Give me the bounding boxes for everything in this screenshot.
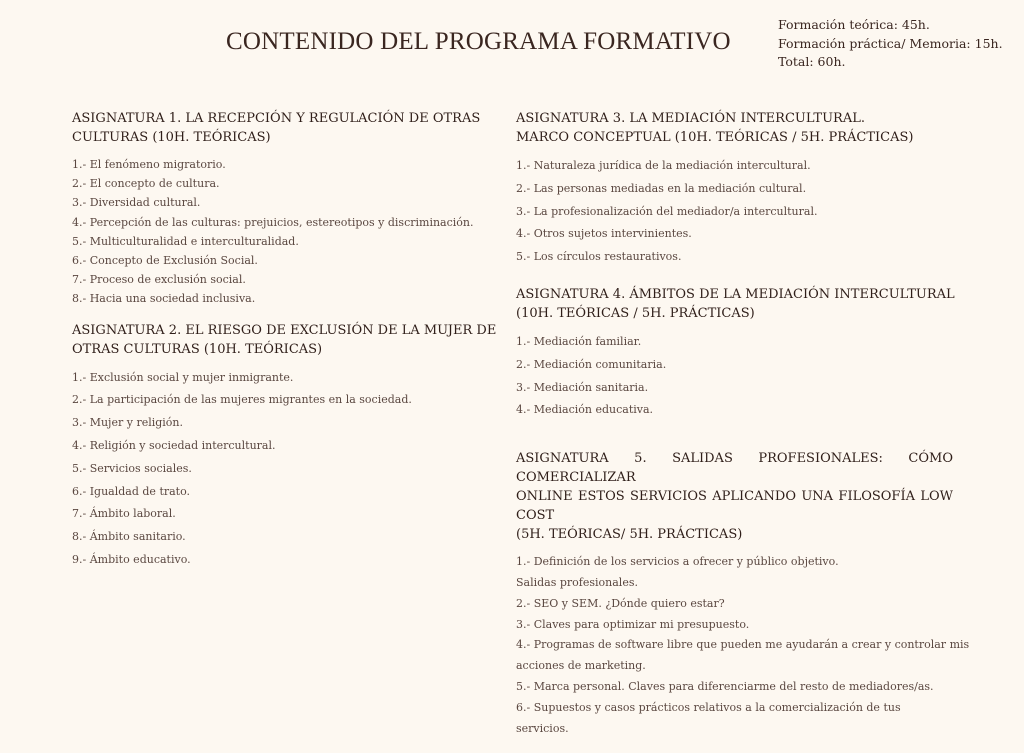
subject-3-topics [516,155,953,269]
practice-hours: Formación práctica/ Memoria: 15h. [778,35,1003,51]
list-item: 2.- La participación de las mujeres migrantes en la sociedad. [72,393,412,407]
subject-1-heading [72,109,481,147]
subject-2-heading [72,321,497,359]
list-item: servicios. [516,721,569,735]
heading-line: (10H. TEÓRICAS / 5H. PRÁCTICAS) [516,305,755,321]
list-item: 7.- Ámbito laboral. [72,507,176,521]
list-item: 2.- SEO y SEM. ¿Dónde quiero estar? [516,596,725,610]
list-item: 5.- Marca personal. Claves para diferenciarme del resto de mediadores/as. [516,679,934,693]
list-item: 3.- Claves para optimizar mi presupuesto. [516,617,750,631]
list-item: 3.- La profesionalización del mediador/a intercultural. [516,204,818,218]
list-item: 2.- Las personas mediadas en la mediación cultural. [516,181,807,195]
list-item: 1.- Exclusión social y mujer inmigrante. [72,370,294,384]
subject-2-topics [72,367,472,572]
subject-4-heading [516,285,953,323]
subject-5 [516,449,970,739]
list-item: 8.- Ámbito sanitario. [72,530,186,544]
list-item: 4.- Programas de software libre que pueden me ayudarán a crear y controlar mis [516,638,970,652]
subject-5-topics [516,552,970,739]
list-item: 4.- Religión y sociedad intercultural. [72,439,276,453]
list-item: 4.- Mediación educativa. [516,403,654,417]
subject-1 [72,109,481,309]
heading-line: ASIGNATURA 2. EL RIESGO DE EXCLUSIÓN DE LA MUJER DE [72,322,497,338]
left-column [72,109,497,586]
subject-3-heading [516,109,953,147]
theory-hours: Formación teórica: 45h. [778,17,930,32]
heading-line: OTRAS CULTURAS (10H. TEÓRICAS) [72,341,323,357]
list-item: 3.- Mujer y religión. [72,416,184,430]
subject-1-topics [72,155,472,309]
heading-line: CULTURAS (10H. TEÓRICAS) [72,130,271,145]
list-item: 3.- Diversidad cultural. [72,196,201,210]
hours-summary [778,16,1003,72]
subject-4-topics [516,331,953,422]
heading-line: ASIGNATURA 5. SALIDAS PROFESIONALES: CÓMO COMERCIALIZAR [516,451,953,486]
subject-2 [72,321,497,572]
total-hours: Total: 60h. [778,54,846,69]
page-title: CONTENIDO DEL PROGRAMA FORMATIVO [226,28,731,55]
subject-3 [516,109,953,269]
list-item: 3.- Mediación sanitaria. [516,380,649,394]
list-item: 8.- Hacia una sociedad inclusiva. [72,292,256,306]
list-item: 4.- Otros sujetos intervinientes. [516,227,692,241]
list-item: 4.- Percepción de las culturas: prejuicios, estereotipos y discriminación. [72,215,474,229]
heading-line: (5H. TEÓRICAS/ 5H. PRÁCTICAS) [516,527,743,543]
heading-line: ASIGNATURA 1. LA RECEPCIÓN Y REGULACIÓN DE OTRAS [72,111,481,126]
list-item: 5.- Servicios sociales. [72,461,192,475]
heading-line: ASIGNATURA 3. LA MEDIACIÓN INTERCULTURAL. [516,111,865,126]
list-item: 1.- El fenómeno migratorio. [72,158,226,171]
list-item: 6.- Igualdad de trato. [72,484,191,498]
list-item: 6.- Concepto de Exclusión Social. [72,254,258,268]
list-item: 1.- Mediación familiar. [516,334,642,348]
list-item: 5.- Multiculturalidad e interculturalidad. [72,234,299,248]
subject-5-heading [516,449,953,544]
list-item: 5.- Los círculos restaurativos. [516,250,682,264]
heading-line: MARCO CONCEPTUAL (10H. TEÓRICAS / 5H. PRÁCTICAS) [516,130,914,145]
subject-4 [516,285,953,422]
right-column [516,109,970,753]
list-item: Salidas profesionales. [516,575,638,589]
list-item: 2.- Mediación comunitaria. [516,357,667,371]
list-item: 2.- El concepto de cultura. [72,177,220,191]
list-item: 6.- Supuestos y casos prácticos relativos a la comercialización de tus [516,700,901,714]
list-item: 1.- Definición de los servicios a ofrecer y público objetivo. [516,555,839,569]
heading-line: ONLINE ESTOS SERVICIOS APLICANDO UNA FILOSOFÍA LOW COST [516,489,953,524]
list-item: acciones de marketing. [516,659,646,673]
list-item: 9.- Ámbito educativo. [72,553,191,566]
list-item: 7.- Proceso de exclusión social. [72,273,246,287]
list-item: 1.- Naturaleza jurídica de la mediación intercultural. [516,159,811,172]
heading-line: ASIGNATURA 4. ÁMBITOS DE LA MEDIACIÓN INTERCULTURAL [516,286,955,302]
